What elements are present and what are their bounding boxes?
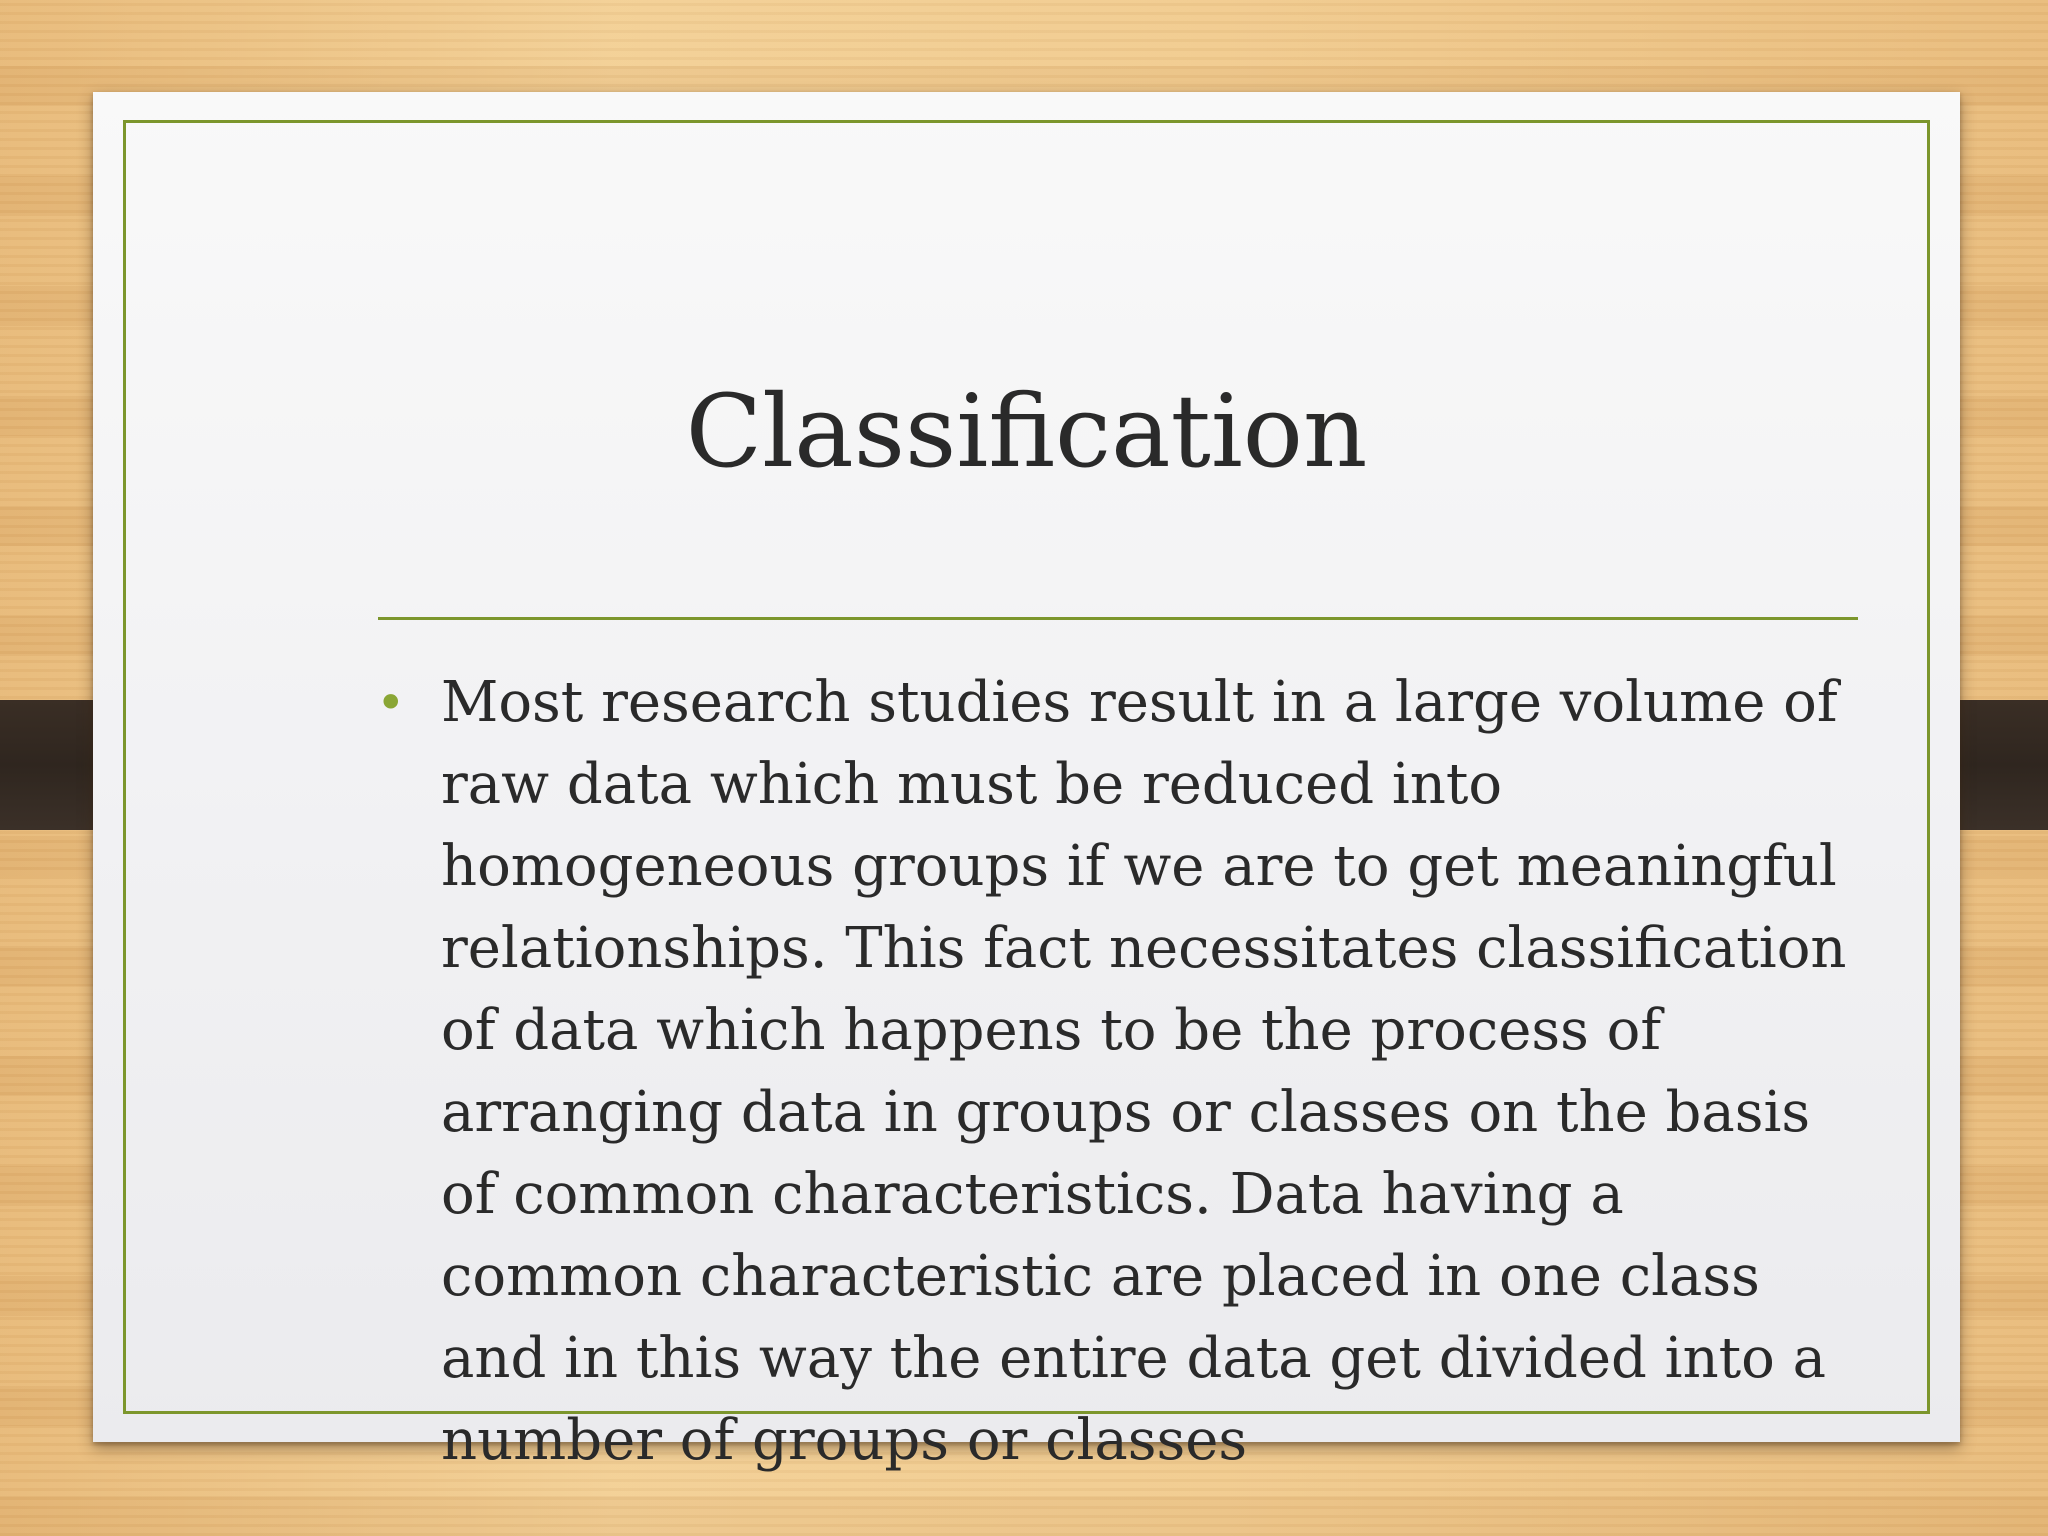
slide-title: Classification [685, 373, 1368, 490]
bullet-item [376, 662, 1876, 1482]
bullet-icon: • [376, 674, 406, 732]
slide-card [93, 92, 1960, 1473]
title-divider [378, 617, 1858, 620]
bullet-text: Most research studies result in a large volume of raw data which must be reduced into homogeneous groups if we are to get meaningful relationships. This fact necessitates classification of data which happens to be the process of arranging data in groups or classes on the basis of common characteristics. Data having a common characteristic are placed in one class and in this way the entire data get divided into a number of groups or classes [441, 670, 1847, 1473]
slide-content [376, 662, 1876, 1482]
